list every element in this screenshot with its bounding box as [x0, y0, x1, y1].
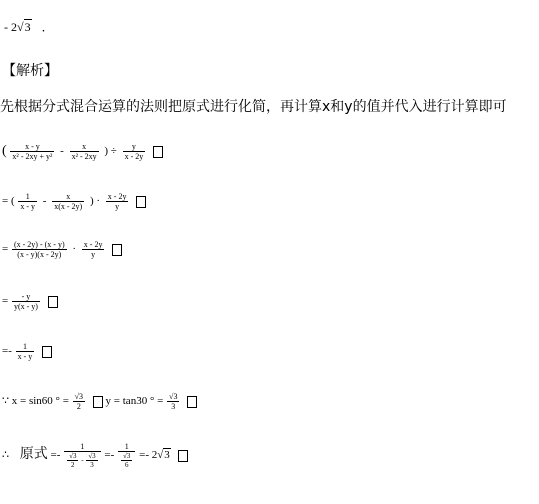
placeholder-box-icon: [187, 396, 197, 408]
placeholder-box-icon: [48, 296, 58, 308]
placeholder-box-icon: [136, 196, 146, 208]
final-label: 原式: [19, 446, 48, 463]
fraction: $\frac{x - 2y}{y}$: [107, 192, 127, 212]
intro-text: 先根据分式混合运算的法则把原式进行化简，再计算x和y的值并代入进行计算即可: [0, 99, 507, 115]
placeholder-box-icon: [153, 146, 163, 158]
fraction: $\frac{√3}{2}$: [74, 392, 84, 412]
section-heading: 【解析】: [2, 63, 58, 79]
fraction: $\frac{x}{\text{x² - 2xy}}$: [71, 142, 97, 162]
fraction: $\frac{1}{x - y}$: [17, 342, 33, 362]
step-3: = $\frac{(x - 2y) - (x - y)}{(x - y)(x - 2y)}$ · $\frac{x - 2y}{y}$: [2, 240, 122, 259]
answer-suffix: ．: [41, 20, 54, 34]
final-sqrt: √3: [157, 449, 170, 462]
fraction: $\frac{x - 2y}{y}$: [83, 240, 103, 260]
fraction: $\frac{y}{x - 2y}$: [124, 142, 144, 162]
placeholder-box-icon: [178, 450, 188, 462]
fraction: $\frac{- y}{y(x - y)}$: [13, 292, 38, 312]
compound-fraction: $\frac{1}{\frac{√3}{6}}$: [118, 442, 135, 469]
answer-line: [4, 18, 54, 35]
step-2: = ( $\frac{1}{x - y}$ - $\frac{x}{x(x - 2y)}$ ) · $\frac{x - 2y}{y}$: [2, 192, 146, 211]
placeholder-box-icon: [112, 244, 122, 256]
step-4: = $\frac{- y}{y(x - y)}$: [2, 292, 58, 311]
fraction: $\frac{x}{x(x - 2y)}$: [54, 192, 83, 212]
placeholder-box-icon: [42, 346, 52, 358]
fraction: $\frac{√3}{3}$: [169, 392, 178, 412]
final-line: ∴ 原式 =- 1 $\frac{√3}{2}$ - $\frac{√3}{3}$ =- $\frac{1}{\frac{√3}{6}}$ =- 2√3: [2, 442, 188, 469]
step-1: ( $\frac{x - y}{\text{x² - 2xy + y²}}$ - $\frac{x}{\text{x² - 2xy}}$ ) ÷ $\frac{y}{x - 2y}$: [2, 142, 163, 161]
answer-prefix: - 2: [4, 20, 17, 34]
step-5: =- $\frac{1}{x - y}$: [2, 342, 52, 361]
placeholder-box-icon: [93, 396, 103, 408]
compound-fraction: 1 $\frac{√3}{2}$ - $\frac{√3}{3}$: [64, 442, 101, 469]
fraction: $\frac{1}{x - y}$: [20, 192, 36, 212]
fraction: $\frac{(x - 2y) - (x - y)}{(x - y)(x - 2y)}$: [13, 240, 65, 260]
fraction: $\frac{x - y}{\text{x² - 2xy + y²}}$: [12, 142, 53, 162]
answer-sqrt: √3: [17, 20, 31, 34]
values-line: ∵ x = sin60 ° = $\frac{√3}{2}$ y = tan30 ° = $\frac{√3}{3}$: [2, 392, 197, 411]
